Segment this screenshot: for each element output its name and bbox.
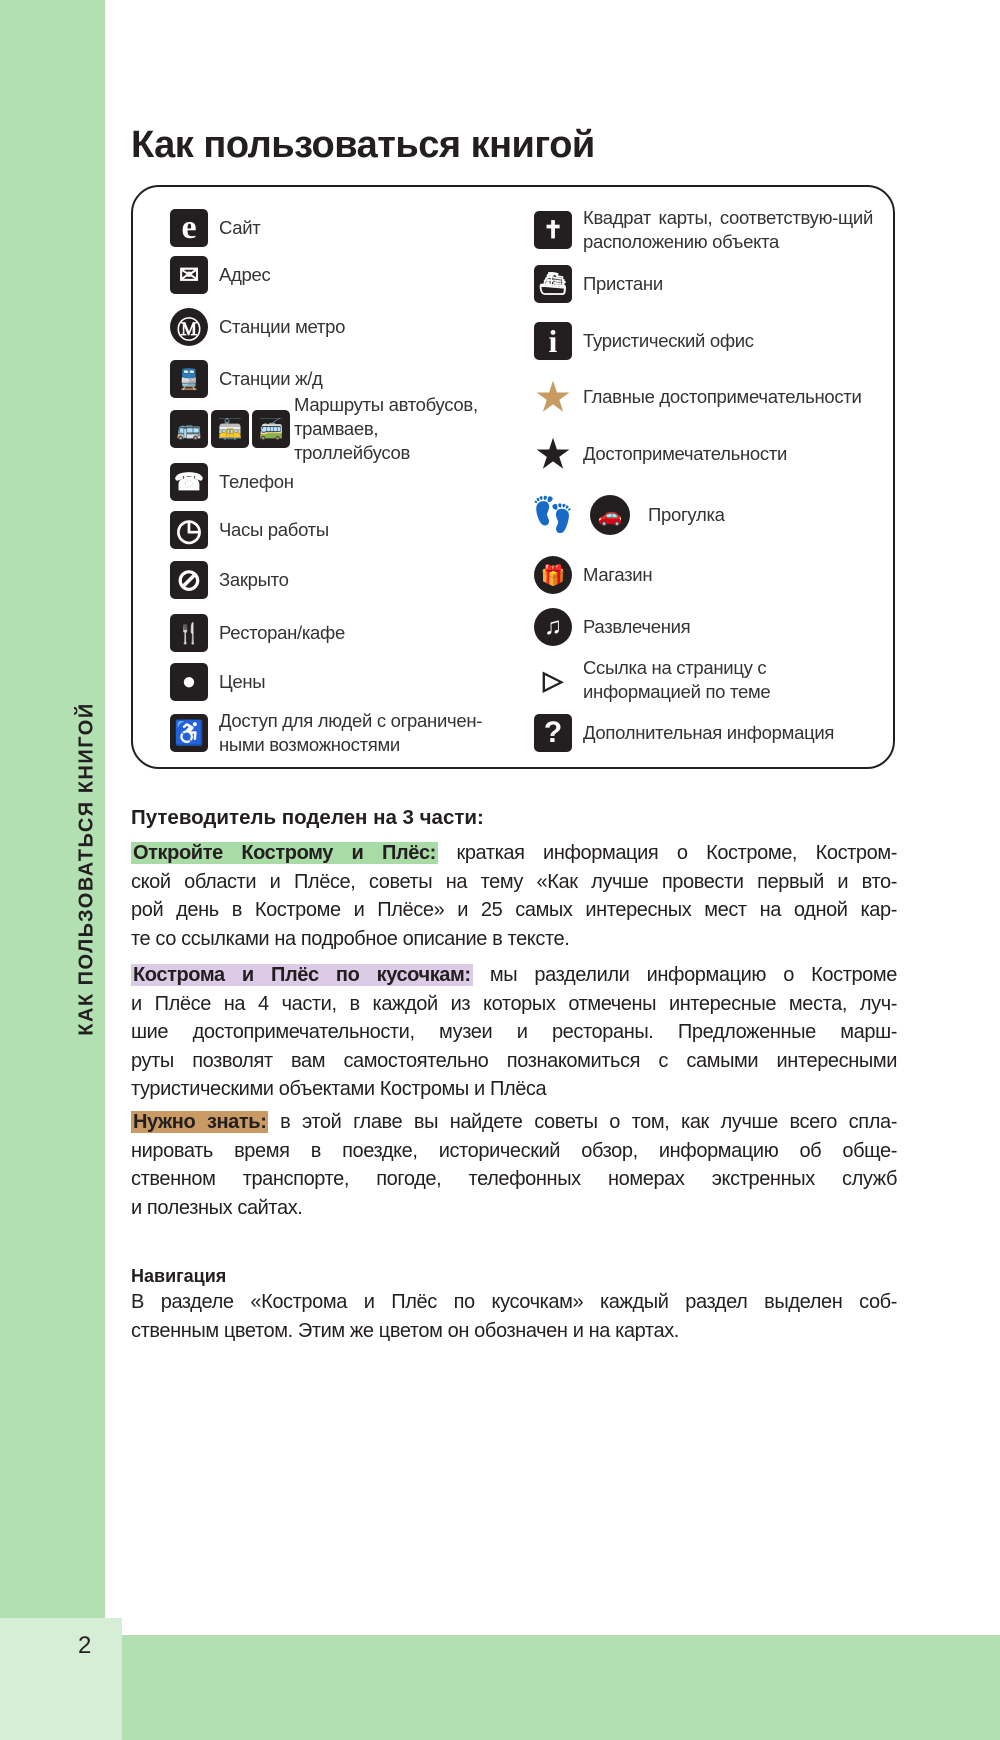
legend-item-phone: ☎ Телефон [170,463,294,501]
ship-icon: ⛴ [534,265,572,303]
navigation-text: В разделе «Кострома и Плёс по кусочкам» каждый раздел выделен соб- ственным цветом. Этим же цветом он обозначен и на картах. [131,1291,897,1342]
star-icon: ★ [535,433,571,476]
footprints-icon: 👣 [531,496,575,534]
trolleybus-icon: 🚎 [252,410,290,448]
metro-icon: Ⓜ [170,308,208,346]
no-entry-icon: ⊘ [170,561,208,599]
legend-item-shop: 🎁 Магазин [534,556,652,594]
parts-intro: Путеводитель поделен на 3 части: [131,806,484,829]
car-icon: 🚗 [590,495,630,535]
legend-item-metro: Ⓜ Станции метро [170,308,345,346]
legend-item-map-square: ✝ Квадрат карты, соответствую-щий расположению объекта [534,206,873,254]
gold-star-icon: ★ [535,376,571,419]
info-icon: i [534,322,572,360]
legend-item-address: ✉ Адрес [170,256,270,294]
legend-item-entertainment: ♫ Развлечения [534,608,690,646]
legend-item-accessibility: ♿ Доступ для людей с ограничен-ными возможностями [170,709,499,757]
tram-icon: 🚋 [211,410,249,448]
part-pieces: Кострома и Плёс по кусочкам: мы разделили информацию о Костроме и Плёсе на 4 части, в каждой из которых отмечены интересные места, луч- шие достопримечательности, музеи и рестораны. Предложенные марш- руты позволят вам самостоятельно познакомиться с самыми интересными туристическими объектами Костромы и Плёса [131,964,897,1100]
train-icon: 🚆 [170,360,208,398]
phone-icon: ☎ [170,463,208,501]
page-number: 2 [78,1632,92,1659]
wheelchair-icon: ♿ [170,714,208,752]
clock-icon: ◷ [170,511,208,549]
legend-item-extra-info: ? Дополнительная информация [534,714,834,752]
triangle-pointer-icon: ▷ [543,664,563,695]
part-need-to-know: Нужно знать: в этой главе вы найдете советы о том, как лучше всего спла- нировать время в поездке, исторический обзор, информацию об обще- ственном транспорте, погоде, телефонных номерах экстренных служб и полезных сайтах. [131,1111,897,1219]
legend-item-railway: 🚆 Станции ж/д [170,360,323,398]
legend-item-piers: ⛴ Пристани [534,265,663,303]
legend-item-hours: ◷ Часы работы [170,511,329,549]
website-icon: e [170,209,208,247]
legend-item-tourist-office: i Туристический офис [534,322,754,360]
bus-icon: 🚌 [170,410,208,448]
legend-item-main-sights: ★ Главные достопримечательности [535,376,862,419]
legend-item-restaurant: 🍴 Ресторан/кафе [170,614,345,652]
legend-item-sights: ★ Достопримечательности [535,433,788,476]
music-note-icon: ♫ [534,608,572,646]
page-title: Как пользоваться книгой [131,124,595,166]
map-grid-icon: ✝ [534,211,572,249]
part-title: Откройте Кострому и Плёс: [133,842,436,864]
envelope-icon: ✉ [170,256,208,294]
part-title: Нужно знать: [133,1111,267,1133]
legend-box [131,185,895,769]
gift-icon: 🎁 [534,556,572,594]
part-discover: Откройте Кострому и Плёс: краткая информация о Костроме, Костром- ской области и Плёсе, советы на тему «Как лучше провести первый и вто- рой день в Костроме и Плёсе» и 25 самых интересных мест на одной кар- те со ссылками на подробное описание в тексте. [131,842,897,950]
legend-item-site: e Сайт [170,209,260,247]
sidebar-vertical-title: КАК ПОЛЬЗОВАТЬСЯ КНИГОЙ [75,702,98,1036]
legend-item-transport: 🚌 🚋 🚎 Маршруты автобусов, трамваев, троллейбусов [170,393,494,465]
legend-item-prices: ● Цены [170,663,265,701]
page-number-box [0,1618,122,1740]
navigation-heading: Навигация [131,1266,227,1286]
legend-item-closed: ⊘ Закрыто [170,561,289,599]
question-icon: ? [534,714,572,752]
legend-item-page-link: ▷ Ссылка на страницу с информацией по теме [534,656,823,704]
coins-icon: ● [170,663,208,701]
footer-bar [122,1635,1000,1740]
legend-item-walk: 👣 🚗 Прогулка [534,489,725,541]
part-title: Кострома и Плёс по кусочкам: [133,964,471,986]
fork-knife-icon: 🍴 [170,614,208,652]
